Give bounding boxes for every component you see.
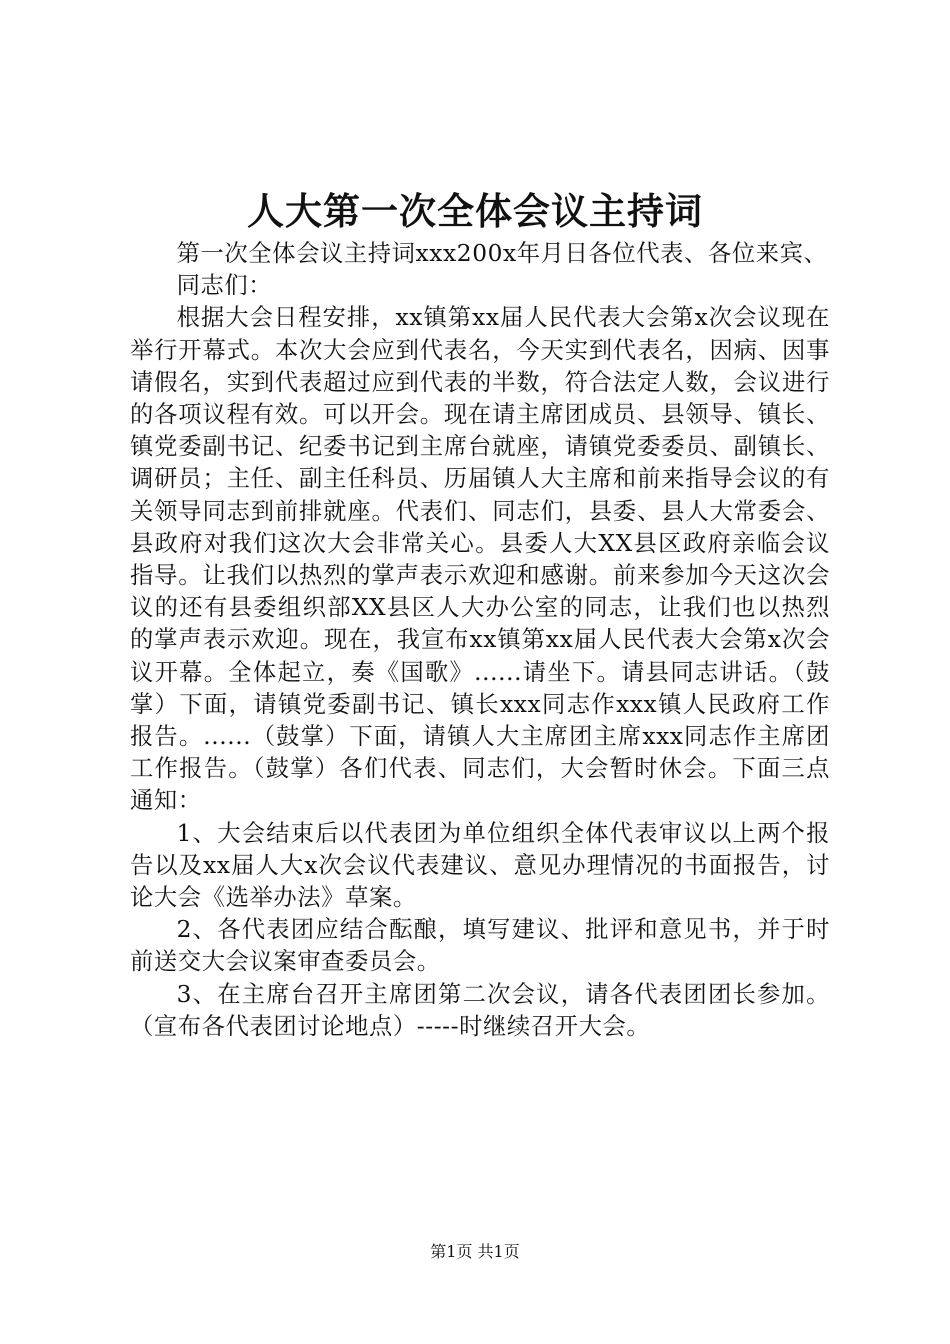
main-paragraph: 根据大会日程安排，xx镇第xx届人民代表大会第x次会议现在举行开幕式。本次大会应到代表名，今天实到代表名，因病、因事请假名，实到代表超过应到代表的半数，符合法定人数，会议进行的各项议程有效。可以开会。现在请主席团成员、县领导、镇长、镇党委副书记、纪委书记到主席台就座，请镇党委委员、副镇长、调研员；主任、副主任科员、历届镇人大主席和前来指导会议的有关领导同志到前排就座。代表们、同志们，县委、县人大常委会、县政府对我们这次大会非常关心。县委人大XX县区政府亲临会议指导。让我们以热烈的掌声表示欢迎和感谢。前来参加今天这次会议的还有县委组织部XX县区人大办公室的同志，让我们也以热烈的掌声表示欢迎。现在，我宣布xx镇第xx届人民代表大会第x次会议开幕。全体起立，奏《国歌》......请坐下。请县同志讲话。（鼓掌）下面，请镇党委副书记、镇长xxx同志作xxx镇人民政府工作报告。......（鼓掌）下面，请镇人大主席团主席xxx同志作主席团工作报告。（鼓掌）各们代表、同志们，大会暂时休会。下面三点通知：: [130, 304, 830, 815]
notice-item-3: 3、在主席台召开主席团第二次会议，请各代表团团长参加。（宣布各代表团讨论地点）-----时继续召开大会。: [130, 980, 830, 1040]
notice-item-1: 1、大会结束后以代表团为单位组织全体代表审议以上两个报告以及xx届人大x次会议代表建议、意见办理情况的书面报告，讨论大会《选举办法》草案。: [130, 819, 830, 912]
salutation-paragraph: 同志们：: [176, 272, 273, 300]
document-body: [130, 238, 830, 1043]
document-title: 人大第一次全体会议主持词: [247, 189, 703, 233]
opening-paragraph: 第一次全体会议主持词xxx200x年月日各位代表、各位来宾、: [176, 240, 828, 267]
notice-item-2: 2、各代表团应结合酝酿，填写建议、批评和意见书，并于时前送交大会议案审查委员会。: [130, 916, 830, 976]
page-footer: 第1页 共1页: [430, 1242, 520, 1261]
